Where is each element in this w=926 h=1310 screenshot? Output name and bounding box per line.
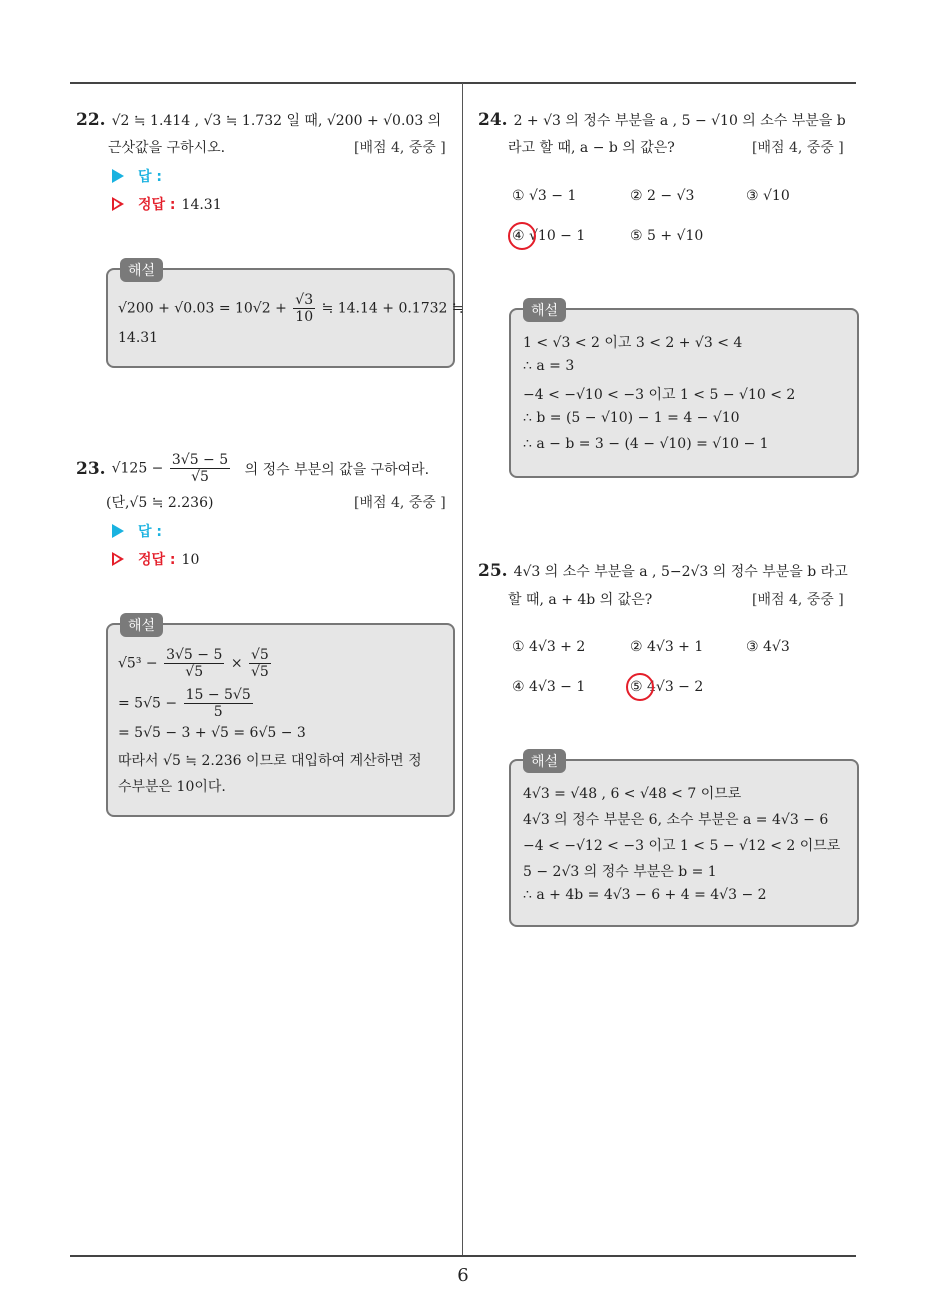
score-meta: [배점 4, 중중 ]	[752, 140, 844, 156]
solution-line: √200 + √0.03 = 10√2 + $\frac{√3}{10}$ ≒ 14.14 + 0.1732 ≒	[118, 292, 464, 325]
question-text-line2: 근삿값을 구하시오.	[108, 140, 226, 156]
choice-5[interactable]: ⑤ 5 + √10	[630, 228, 704, 244]
question-text: 2 + √3 의 정수 부분을 a , 5 − √10 의 소수 부분을 b	[513, 113, 846, 129]
score-meta: [배점 4, 중중 ]	[752, 592, 844, 608]
solution-tag: 해설	[120, 613, 163, 637]
answer-line: 답 :	[112, 521, 162, 541]
choice-1[interactable]: ① √3 − 1	[512, 188, 577, 204]
choice-2[interactable]: ② 2 − √3	[630, 188, 695, 204]
solution-line: 1 < √3 < 2 이고 3 < 2 + √3 < 4	[523, 335, 743, 351]
selected-answer-mark	[626, 673, 654, 701]
play-outline-icon	[112, 552, 124, 566]
solution-tag: 해설	[523, 749, 566, 773]
question-number: 22.	[76, 110, 106, 130]
question-text-line2: (단,√5 ≒ 2.236)	[106, 495, 214, 511]
question-number: 24.	[478, 110, 508, 130]
solution-line: −4 < −√10 < −3 이고 1 < 5 − √10 < 2	[523, 387, 796, 403]
solution-line: 5 − 2√3 의 정수 부분은 b = 1	[523, 864, 717, 880]
solution-line: = 5√5 − $\frac{15 - 5√5}{5}$	[118, 687, 251, 720]
solution-line: 4√3 의 정수 부분은 6, 소수 부분은 a = 4√3 − 6	[523, 812, 829, 828]
bottom-rule	[70, 1255, 856, 1257]
question-text: 의 정수 부분의 값을 구하여라.	[244, 461, 430, 478]
solution-line: = 5√5 − 3 + √5 = 6√5 − 3	[118, 725, 306, 741]
selected-answer-mark	[508, 222, 536, 250]
question-text: √2 ≒ 1.414 , √3 ≒ 1.732 일 때, √200 + √0.03 의	[111, 113, 442, 129]
fraction: $\frac{√3}{10}$	[295, 292, 314, 325]
solution-line: ∴ a + 4b = 4√3 − 6 + 4 = 4√3 − 2	[523, 887, 767, 903]
question-text-line2: 라고 할 때, a − b 의 값은?	[508, 140, 675, 156]
solution-tag: 해설	[120, 258, 163, 282]
solution-box	[106, 618, 455, 817]
play-icon	[112, 524, 124, 538]
question-number: 23.	[76, 458, 106, 479]
correct-answer-line: 정답 : 10	[112, 549, 199, 569]
solution-line: ∴ a = 3	[523, 358, 575, 374]
correct-answer-value: 10	[181, 552, 200, 568]
choice-2[interactable]: ② 4√3 + 1	[630, 639, 704, 655]
top-rule	[70, 82, 856, 84]
question-number: 25.	[478, 561, 508, 581]
solution-box	[509, 754, 859, 927]
answer-line: 답 :	[112, 166, 162, 186]
correct-answer-line: 정답 : 14.31	[112, 194, 222, 214]
play-icon	[112, 169, 124, 183]
choice-3[interactable]: ③ √10	[746, 188, 790, 204]
solution-line: −4 < −√12 < −3 이고 1 < 5 − √12 < 2 이므로	[523, 838, 841, 854]
solution-line: 14.31	[118, 330, 159, 346]
fraction: $\frac{3√5 - 5}{√5}$	[166, 647, 223, 680]
fraction: $\frac{√5}{√5}$	[251, 647, 269, 680]
solution-tag: 해설	[523, 298, 566, 322]
solution-line: ∴ a − b = 3 − (4 − √10) = √10 − 1	[523, 436, 769, 452]
question-text-line2: 할 때, a + 4b 의 값은?	[508, 592, 653, 608]
solution-box	[509, 303, 859, 478]
choice-4[interactable]: ④ √10 − 1	[512, 228, 586, 244]
score-meta: [배점 4, 중중 ]	[354, 140, 446, 156]
choice-3[interactable]: ③ 4√3	[746, 639, 790, 655]
solution-line: 따라서 √5 ≒ 2.236 이므로 대입하여 계산하면 정	[118, 753, 422, 769]
column-divider	[462, 83, 463, 1256]
page-number: 6	[457, 1265, 469, 1286]
fraction: $\frac{3√5 - 5}{√5}$	[171, 452, 229, 485]
play-outline-icon	[112, 197, 124, 211]
correct-answer-value: 14.31	[181, 197, 222, 213]
solution-line: ∴ b = (5 − √10) − 1 = 4 − √10	[523, 410, 740, 426]
fraction: $\frac{15 - 5√5}{5}$	[185, 687, 251, 720]
solution-line: 4√3 = √48 , 6 < √48 < 7 이므로	[523, 786, 742, 802]
choice-4[interactable]: ④ 4√3 − 1	[512, 679, 586, 695]
score-meta: [배점 4, 중중 ]	[354, 495, 446, 511]
solution-line: 수부분은 10이다.	[118, 779, 226, 795]
solution-box	[106, 263, 464, 368]
choice-5[interactable]: ⑤ 4√3 − 2	[630, 679, 704, 695]
question-text: 4√3 의 소수 부분을 a , 5−2√3 의 정수 부분을 b 라고	[513, 564, 848, 580]
choice-1[interactable]: ① 4√3 + 2	[512, 639, 586, 655]
solution-line: √5³ − $\frac{3√5 - 5}{√5}$ × $\frac{√5}{√5}$	[118, 647, 269, 680]
